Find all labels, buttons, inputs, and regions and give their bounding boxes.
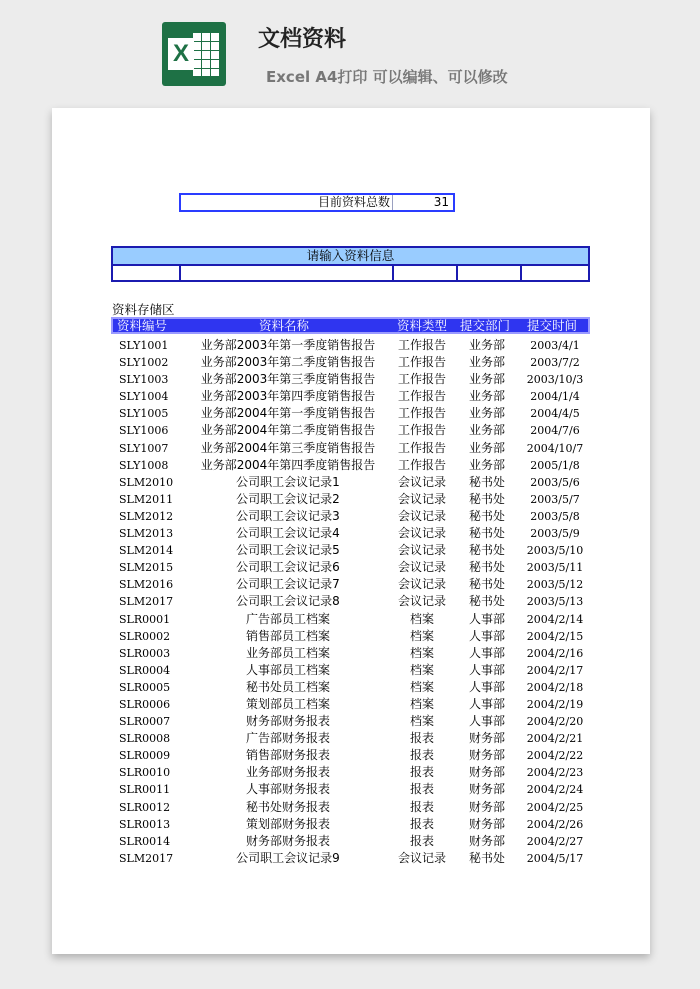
cell-date[interactable]: 2003/5/10 [526,544,584,558]
input-cell-date[interactable] [522,266,588,280]
cell-date[interactable]: 2004/2/20 [526,715,584,729]
input-cell-dept[interactable] [458,266,522,280]
cell-name[interactable]: 广告部员工档案 [245,611,330,626]
cell-dept[interactable]: 业务部 [468,423,505,438]
table-row[interactable] [111,474,590,491]
table-row[interactable] [111,559,590,576]
cell-name[interactable]: 策划部财务报表 [245,816,330,831]
cell-dept[interactable]: 财务部 [468,816,505,831]
cell-dept[interactable]: 业务部 [468,440,505,455]
cell-dept[interactable]: 秘书处 [468,577,505,592]
input-cell-id[interactable] [113,266,181,280]
cell-id[interactable]: SLY1003 [119,373,169,387]
cell-id[interactable]: SLY1005 [119,407,169,421]
cell-name[interactable]: 销售部财务报表 [245,748,330,763]
cell-type[interactable]: 会议记录 [397,508,446,523]
cell-id[interactable]: SLR0011 [119,783,171,797]
cell-date[interactable]: 2004/2/18 [526,680,584,694]
input-panel [111,246,590,282]
cell-date[interactable]: 2003/5/9 [530,527,580,541]
cell-dept[interactable]: 财务部 [468,731,505,746]
cell-date[interactable]: 2003/5/6 [530,475,580,489]
cell-id[interactable]: SLM2014 [119,544,174,558]
cell-name[interactable]: 财务部财务报表 [245,714,330,729]
cell-dept[interactable]: 人事部 [468,679,505,694]
total-count-box [179,193,455,212]
table-row[interactable] [111,833,590,850]
cell-type[interactable]: 档案 [409,662,434,677]
cell-id[interactable]: SLY1004 [119,390,169,404]
cell-dept[interactable]: 秘书处 [468,594,505,609]
table-row[interactable] [111,850,590,867]
cell-date[interactable]: 2004/2/26 [526,817,584,831]
cell-name[interactable]: 公司职工会议记录9 [236,850,340,865]
cell-date[interactable]: 2004/4/5 [530,407,580,421]
column-header-name: 资料名称 [259,318,310,333]
cell-type[interactable]: 工作报告 [397,355,446,370]
cell-id[interactable]: SLR0008 [119,732,171,746]
cell-type[interactable]: 工作报告 [397,389,446,404]
cell-name[interactable]: 业务部2003年第二季度销售报告 [200,355,376,370]
table-row[interactable] [111,730,590,747]
cell-type[interactable]: 报表 [409,782,434,797]
total-count-value[interactable]: 31 [433,195,449,209]
table-row[interactable] [111,764,590,781]
cell-type[interactable]: 工作报告 [397,338,446,352]
cell-type[interactable]: 档案 [409,679,434,694]
table-row[interactable] [111,747,590,764]
cell-date[interactable]: 2003/5/11 [526,561,584,575]
cell-name[interactable]: 业务部2003年第三季度销售报告 [200,372,376,387]
cell-name[interactable]: 公司职工会议记录6 [236,560,340,575]
cell-dept[interactable]: 业务部 [468,406,505,421]
cell-dept[interactable]: 人事部 [468,628,505,643]
cell-type[interactable]: 档案 [409,714,434,729]
column-header-id: 资料编号 [117,318,168,333]
cell-date[interactable]: 2004/2/27 [526,834,584,848]
cell-name[interactable]: 策划部员工档案 [245,696,330,711]
cell-date[interactable]: 2004/2/25 [526,800,584,814]
cell-id[interactable]: SLM2011 [119,492,174,506]
cell-id[interactable]: SLR0004 [119,663,171,677]
cell-name[interactable]: 公司职工会议记录1 [236,474,340,489]
cell-name[interactable]: 公司职工会议记录8 [236,594,340,609]
cell-id[interactable]: SLM2016 [119,578,174,592]
cell-date[interactable]: 2004/5/17 [526,851,584,865]
document-title: 文档资料 [258,27,347,52]
cell-date[interactable]: 2003/5/12 [526,578,584,592]
cell-type[interactable]: 工作报告 [397,423,446,438]
cell-name[interactable]: 公司职工会议记录5 [236,543,340,558]
cell-dept[interactable]: 秘书处 [468,474,505,489]
cell-id[interactable]: SLY1008 [119,458,169,472]
cell-dept[interactable]: 人事部 [468,645,505,660]
table-row[interactable] [111,525,590,542]
cell-date[interactable]: 2004/2/22 [526,749,584,763]
cell-dept[interactable]: 秘书处 [468,508,505,523]
table-row[interactable] [111,542,590,559]
table-row[interactable] [111,662,590,679]
cell-id[interactable]: SLY1007 [119,441,169,455]
cell-date[interactable]: 2003/5/8 [530,509,580,523]
table-row[interactable] [111,440,590,457]
document-subtitle: Excel A4打印 可以编辑、可以修改 [266,68,508,86]
cell-name[interactable]: 业务部员工档案 [245,645,330,660]
cell-id[interactable]: SLM2012 [119,509,174,523]
column-header-type: 资料类型 [397,318,448,333]
cell-name[interactable]: 公司职工会议记录2 [236,491,340,506]
table-row[interactable] [111,491,590,508]
cell-type[interactable]: 报表 [409,816,434,831]
table-row[interactable] [111,593,590,610]
cell-dept[interactable]: 秘书处 [468,543,505,558]
cell-dept[interactable]: 秘书处 [468,560,505,575]
table-row[interactable] [111,405,590,422]
cell-id[interactable]: SLR0006 [119,697,171,711]
column-header-date: 提交时间 [527,318,578,333]
table-row[interactable] [111,422,590,439]
table-header [111,317,590,334]
table-row[interactable] [111,508,590,525]
cell-date[interactable]: 2004/2/23 [526,766,584,780]
cell-id[interactable]: SLM2015 [119,561,174,575]
input-cell-type[interactable] [394,266,458,280]
cell-name[interactable]: 业务部2003年第四季度销售报告 [200,389,376,404]
cell-name[interactable]: 业务部2004年第三季度销售报告 [200,440,376,455]
cell-dept[interactable]: 秘书处 [468,526,505,541]
cell-name[interactable]: 广告部财务报表 [245,731,330,746]
sheet-page [52,108,650,954]
cell-date[interactable]: 2004/2/19 [526,697,584,711]
cell-dept[interactable]: 人事部 [468,662,505,677]
cell-name[interactable]: 业务部财务报表 [245,765,330,780]
table-row[interactable] [111,611,590,628]
cell-date[interactable]: 2004/2/14 [526,612,584,626]
cell-id[interactable]: SLR0013 [119,817,171,831]
cell-type[interactable]: 报表 [409,765,434,780]
cell-dept[interactable]: 财务部 [468,765,505,780]
input-panel-header: 请输入资料信息 [113,248,588,266]
cell-type[interactable]: 工作报告 [397,372,446,387]
cell-id[interactable]: SLR0001 [119,612,171,626]
cell-type[interactable]: 会议记录 [397,491,446,506]
cell-name[interactable]: 秘书处财务报表 [245,799,330,814]
total-count-label: 目前资料总数 [181,195,393,210]
input-cell-name[interactable] [181,266,394,280]
cell-name[interactable]: 公司职工会议记录4 [236,526,340,541]
cell-id[interactable]: SLR0005 [119,680,171,694]
table-row[interactable] [111,354,590,371]
table-row[interactable] [111,457,590,474]
table-row[interactable] [111,645,590,662]
cell-id[interactable]: SLM2017 [119,595,174,609]
cell-id[interactable]: SLM2017 [119,851,174,865]
cell-dept[interactable]: 财务部 [468,782,505,797]
cell-type[interactable]: 会议记录 [397,560,446,575]
cell-date[interactable]: 2004/10/7 [526,441,584,455]
table-row[interactable] [111,628,590,645]
cell-id[interactable]: SLR0003 [119,646,171,660]
table-row[interactable] [111,337,590,354]
cell-name[interactable]: 财务部财务报表 [245,833,330,848]
cell-dept[interactable]: 财务部 [468,799,505,814]
cell-dept[interactable]: 秘书处 [468,491,505,506]
cell-date[interactable]: 2004/2/17 [526,663,584,677]
table-row[interactable] [111,713,590,730]
table-row[interactable] [111,388,590,405]
cell-name[interactable]: 人事部财务报表 [245,782,330,797]
cell-type[interactable]: 工作报告 [397,440,446,455]
cell-id[interactable]: SLR0007 [119,715,171,729]
data-table-body [111,337,590,867]
cell-name[interactable]: 业务部2004年第二季度销售报告 [200,423,376,438]
cell-type[interactable]: 档案 [409,611,434,626]
table-row[interactable] [111,816,590,833]
cell-type[interactable]: 档案 [409,696,434,711]
cell-date[interactable]: 2004/2/24 [526,783,584,797]
cell-id[interactable]: SLR0010 [119,766,171,780]
cell-type[interactable]: 会议记录 [397,577,446,592]
cell-date[interactable]: 2004/2/15 [526,629,584,643]
cell-type[interactable]: 报表 [409,799,434,814]
cell-id[interactable]: SLY1006 [119,424,169,438]
cell-type[interactable]: 会议记录 [397,474,446,489]
cell-type[interactable]: 会议记录 [397,850,446,865]
cell-type[interactable]: 会议记录 [397,543,446,558]
cell-dept[interactable]: 财务部 [468,748,505,763]
cell-date[interactable]: 2004/7/6 [530,424,580,438]
cell-id[interactable]: SLR0014 [119,834,171,848]
cell-dept[interactable]: 业务部 [468,355,505,370]
cell-type[interactable]: 档案 [409,645,434,660]
cell-dept[interactable]: 业务部 [468,457,505,472]
cell-dept[interactable]: 业务部 [468,338,505,352]
cell-type[interactable]: 报表 [409,731,434,746]
cell-type[interactable]: 报表 [409,833,434,848]
cell-name[interactable]: 销售部员工档案 [245,628,330,643]
cell-id[interactable]: SLR0002 [119,629,171,643]
excel-icon-grid [192,32,220,76]
cell-id[interactable]: SLM2013 [119,527,174,541]
excel-icon [162,22,226,86]
excel-icon-letter: X [168,38,194,70]
cell-type[interactable]: 档案 [409,628,434,643]
cell-type[interactable]: 会议记录 [397,526,446,541]
cell-name[interactable]: 业务部2004年第四季度销售报告 [200,457,376,472]
cell-name[interactable]: 业务部2003年第一季度销售报告 [200,338,376,352]
table-row[interactable] [111,696,590,713]
cell-dept[interactable]: 业务部 [468,389,505,404]
cell-name[interactable]: 秘书处员工档案 [245,679,330,694]
cell-date[interactable]: 2003/7/2 [530,356,580,370]
cell-dept[interactable]: 人事部 [468,714,505,729]
cell-dept[interactable]: 业务部 [468,372,505,387]
table-row[interactable] [111,799,590,816]
table-row[interactable] [111,576,590,593]
cell-id[interactable]: SLY1001 [119,339,169,352]
cell-id[interactable]: SLY1002 [119,356,169,370]
cell-date[interactable]: 2003/5/7 [530,492,580,506]
cell-dept[interactable]: 人事部 [468,611,505,626]
cell-dept[interactable]: 秘书处 [468,850,505,865]
cell-type[interactable]: 工作报告 [397,457,446,472]
cell-name[interactable]: 公司职工会议记录7 [236,577,340,592]
cell-name[interactable]: 业务部2004年第一季度销售报告 [200,406,376,421]
storage-area-label: 资料存储区 [112,302,175,317]
cell-date[interactable]: 2004/2/16 [526,646,584,660]
cell-id[interactable]: SLR0012 [119,800,171,814]
column-header-dept: 提交部门 [460,318,511,333]
document-header [0,0,700,100]
cell-type[interactable]: 工作报告 [397,406,446,421]
cell-date[interactable]: 2003/5/13 [526,595,584,609]
cell-date[interactable]: 2005/1/8 [530,458,580,472]
cell-dept[interactable]: 人事部 [468,696,505,711]
cell-dept[interactable]: 财务部 [468,833,505,848]
cell-type[interactable]: 报表 [409,748,434,763]
cell-type[interactable]: 会议记录 [397,594,446,609]
cell-date[interactable]: 2003/4/1 [530,339,580,352]
cell-date[interactable]: 2004/2/21 [526,732,584,746]
table-row[interactable] [111,781,590,798]
cell-name[interactable]: 人事部员工档案 [245,662,330,677]
table-row[interactable] [111,371,590,388]
cell-id[interactable]: SLR0009 [119,749,171,763]
cell-date[interactable]: 2003/10/3 [526,373,584,387]
cell-id[interactable]: SLM2010 [119,475,174,489]
cell-name[interactable]: 公司职工会议记录3 [236,508,340,523]
cell-date[interactable]: 2004/1/4 [530,390,580,404]
table-row[interactable] [111,679,590,696]
